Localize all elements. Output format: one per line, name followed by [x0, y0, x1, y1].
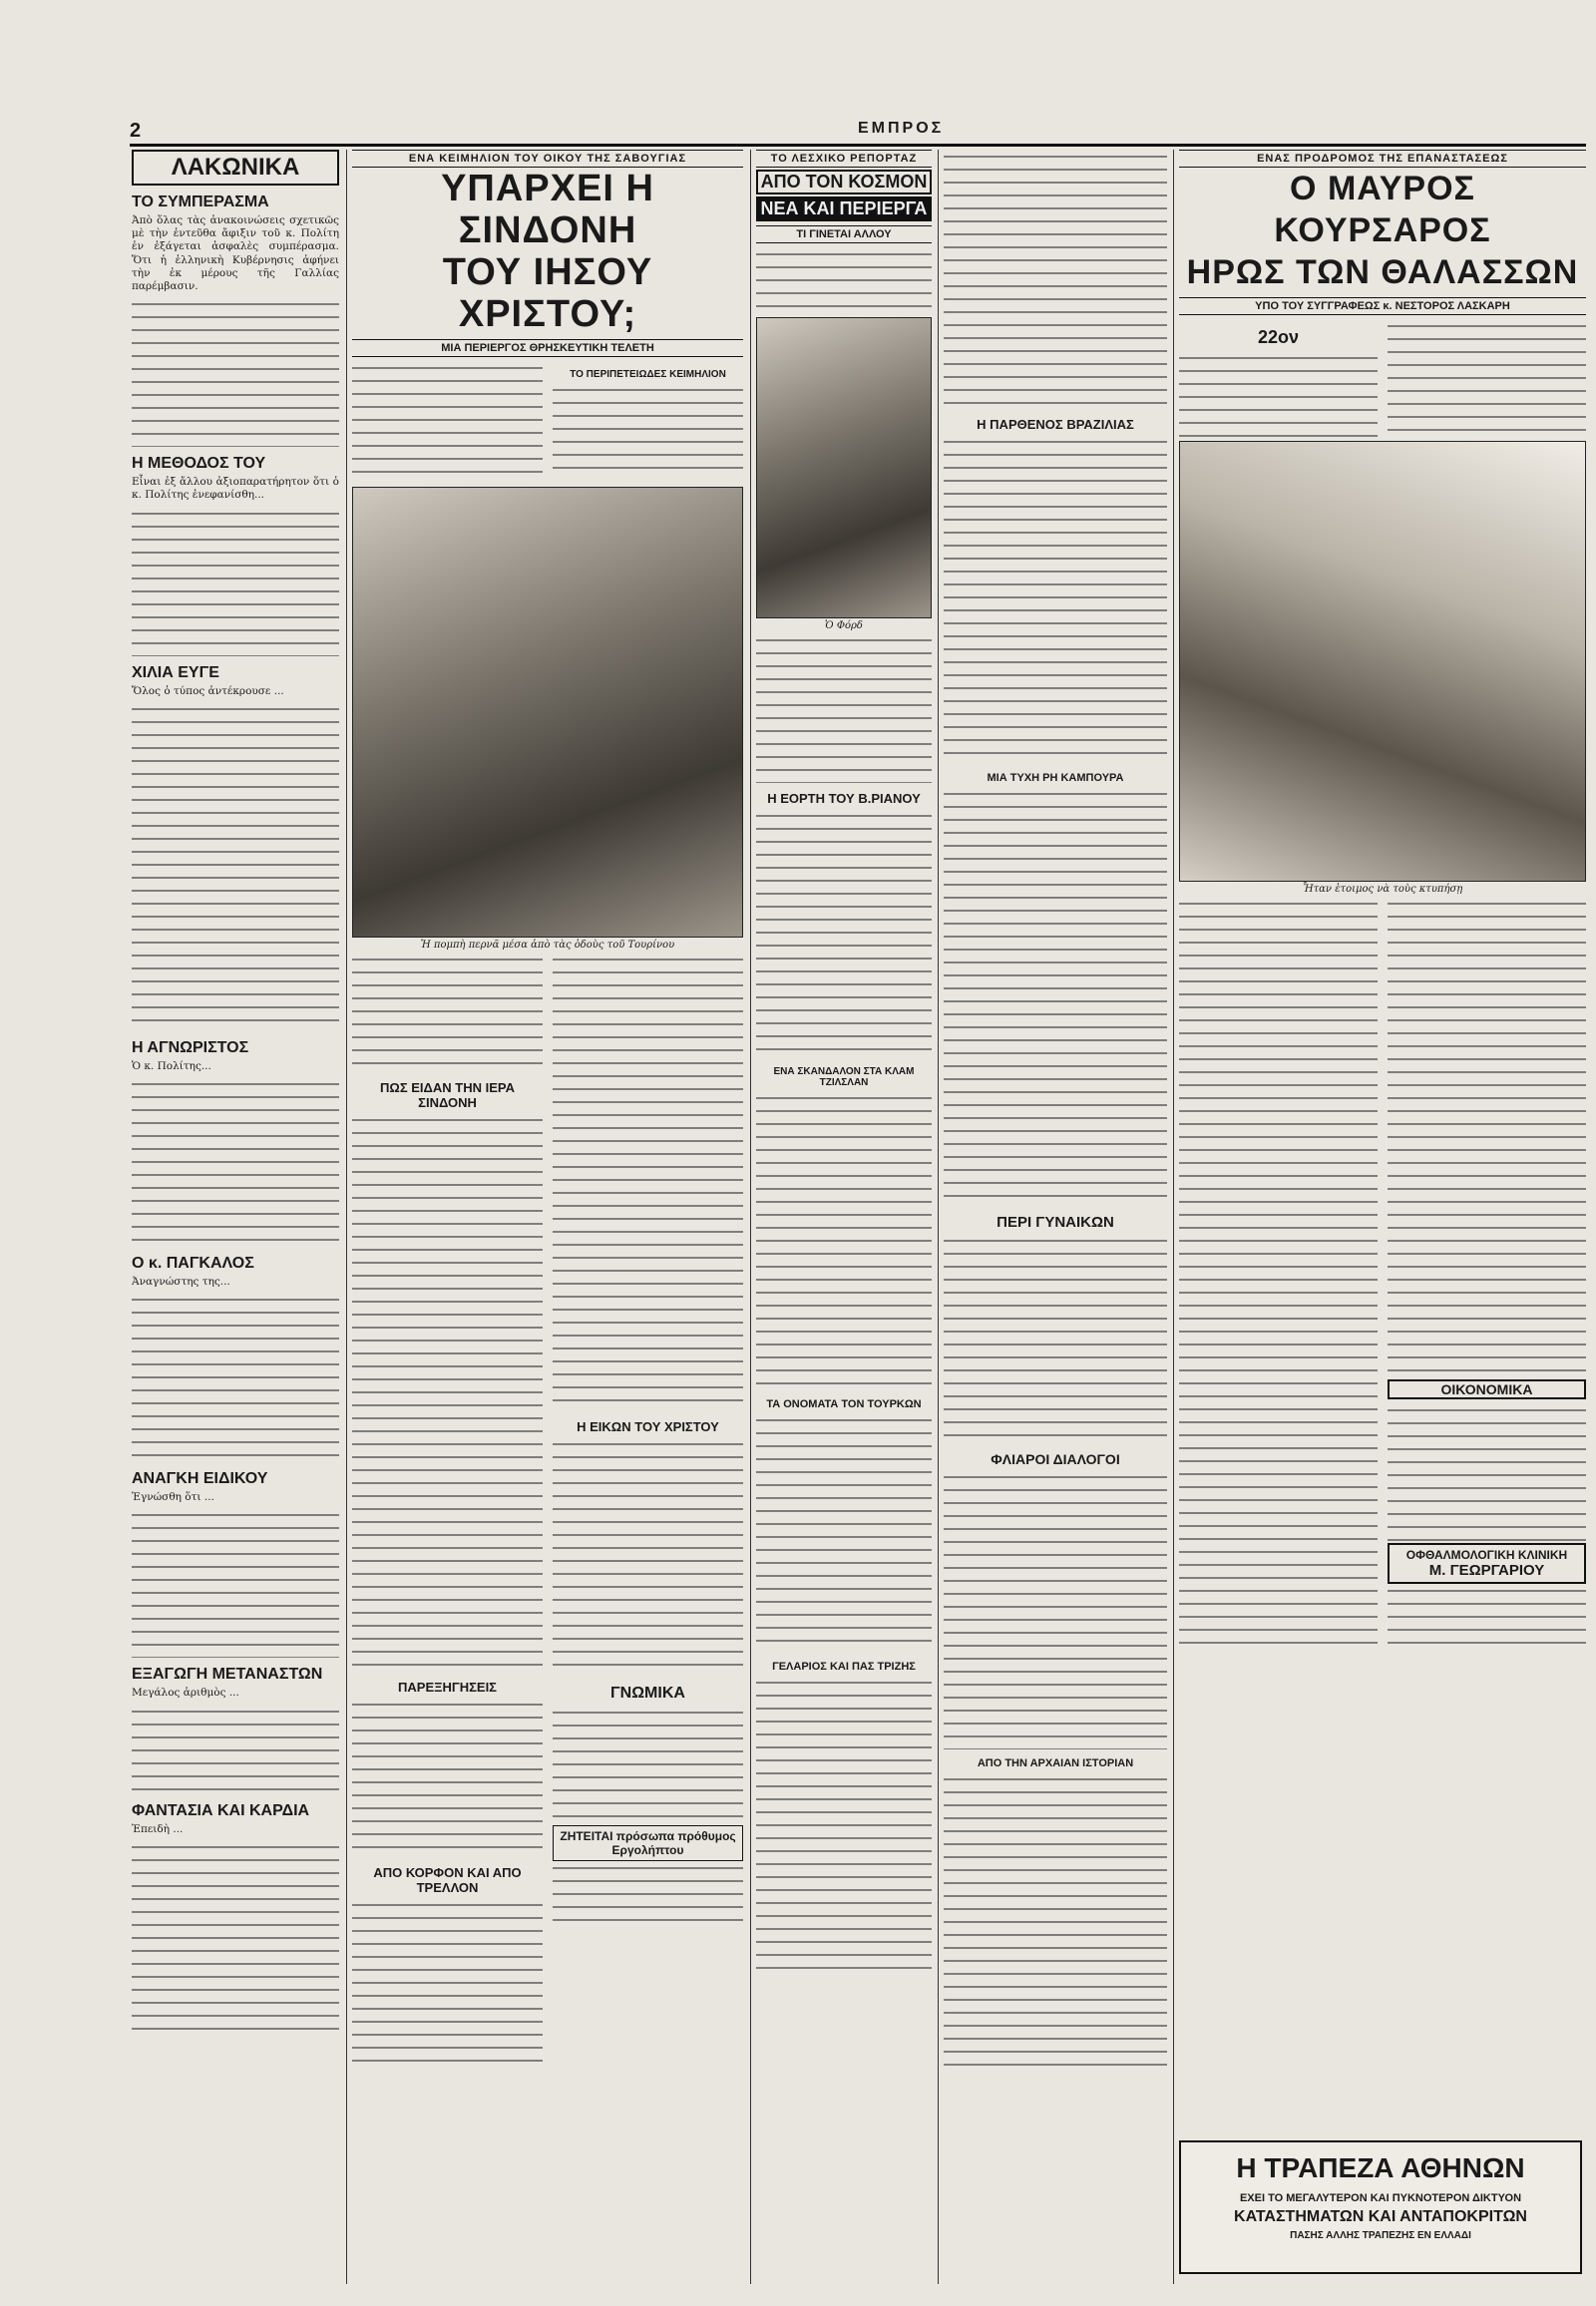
section-title: ΟΙΚΟΝΟΜΙΚΑ — [1388, 1379, 1586, 1399]
column-kosmos — [756, 150, 932, 2284]
subhead: ΠΕΡΙ ΓΥΝΑΙΚΩΝ — [997, 1214, 1114, 1231]
column-rule — [1173, 150, 1174, 2284]
column-rule — [346, 150, 347, 2284]
item-title: Η ΜΕΘΟΔΟΣ ΤΟΥ — [132, 455, 266, 473]
subhead: ΜΙΑ ΤΥΧΗ ΡΗ ΚΑΜΠΟΥΡΑ — [987, 772, 1124, 784]
subhead: ΑΠΟ ΚΟΡΦΟΝ ΚΑΙ ΑΠΟ ΤΡΕΛΛΟΝ — [373, 1865, 522, 1895]
item-text: Ἀπὸ ὅλας τὰς ἀνακοινώσεις σχετικῶς μὲ τὴν ἐντεῦθα ἄφιξιν τοῦ κ. Πολίτη ἐν ἐξάγεται ἀσφαλὲς συμπέρασμα. Ὅτι ἡ ἑλληνικὴ Κυβέρνησις ἀφήνει τὴν ἐκ μέρους τῆς Γαλλίας παρέμβασιν. — [132, 214, 339, 293]
item-text: Ἐπειδὴ ... — [132, 1822, 184, 1835]
article-headline: ΝΕΑ ΚΑΙ ΠΕΡΙΕΡΓΑ — [756, 196, 932, 221]
classified-ad: ΖΗΤΕΙΤΑΙ πρόσωπα πρόθυμος Εργολήπτου — [553, 1825, 743, 1861]
column-misc — [944, 150, 1167, 2284]
item-text: Ὁ κ. Πολίτης... — [132, 1059, 211, 1072]
item-title: ΦΑΝΤΑΣΙΑ ΚΑΙ ΚΑΡΔΙΑ — [132, 1801, 310, 1819]
item-title: ΧΙΛΙΑ ΕΥΓΕ — [132, 663, 219, 681]
article-kicker: ΕΝΑ ΚΕΙΜΗΛΙΟΝ ΤΟΥ ΟΙΚΟΥ ΤΗΣ ΣΑΒΟΥΓΙΑΣ — [352, 150, 743, 168]
column-koursaros — [1179, 150, 1586, 2105]
item-title: ΑΝΑΓΚΗ ΕΙΔΙΚΟΥ — [132, 1470, 268, 1488]
item-text: Μεγάλος ἀριθμὸς ... — [132, 1687, 239, 1700]
section-title: ΛΑΚΩΝΙΚΑ — [132, 150, 339, 186]
column-sindoni — [352, 150, 743, 2284]
chapter-number: 22ον — [1257, 327, 1300, 347]
page-masthead — [130, 120, 1586, 147]
clinic-ad-name: Μ. ΓΕΩΡΓΑΡΙΟΥ — [1428, 1562, 1545, 1579]
article-subhead: ΜΙΑ ΠΕΡΙΕΡΓΟΣ ΘΡΗΣΚΕΥΤΙΚΗ ΤΕΛΕΤΗ — [352, 339, 743, 357]
subhead: ΠΑΡΕΞΗΓΗΣΕΙΣ — [398, 1680, 497, 1695]
item-text: Ἐγνώσθη ὅτι ... — [132, 1491, 214, 1504]
article-headline: Ο ΜΑΥΡΟΣ ΚΟΥΡΣΑΡΟΣ — [1274, 170, 1491, 249]
item-title: ΤΟ ΣΥΜΠΕΡΑΣΜΑ — [132, 193, 269, 210]
item-text: Εἶναι ἐξ ἄλλου ἀξιοπαρατήρητον ὅτι ὁ κ. Πολίτης ἐνεφανίσθη... — [132, 476, 339, 502]
subhead: ΕΝΑ ΣΚΑΝΔΑΛΟΝ ΣΤΑ ΚΛΑΜ ΤΖΙΛΣΛΑΝ — [773, 1066, 915, 1088]
item-text: Ἀναγνώστης της... — [132, 1276, 230, 1289]
article-kicker: ΤΟ ΛΕΣΧΙΚΟ ΡΕΠΟΡΤΑΖ — [756, 150, 932, 168]
column-rule — [938, 150, 939, 2284]
item-text: Ὅλος ὁ τύπος ἀντέκρουσε ... — [132, 684, 284, 697]
article-headline: ΤΟΥ ΙΗΣΟΥ ΧΡΙΣΤΟΥ; — [442, 251, 653, 335]
article-kicker: ΕΝΑΣ ΠΡΟΔΡΟΜΟΣ ΤΗΣ ΕΠΑΝΑΣΤΑΣΕΩΣ — [1179, 150, 1586, 168]
article-subhead: ΤΙ ΓΙΝΕΤΑΙ ΑΛΛΟΥ — [756, 225, 932, 243]
subhead: ΤΑ ΟΝΟΜΑΤΑ ΤΟΝ ΤΟΥΡΚΩΝ — [766, 1398, 922, 1410]
ford-photo — [756, 317, 932, 618]
column-lakonika — [132, 150, 339, 2284]
bank-ad-line: ΚΑΤΑΣΤΗΜΑΤΩΝ ΚΑΙ ΑΝΤΑΠΟΚΡΙΤΩΝ — [1234, 2208, 1527, 2225]
subhead: Η ΠΑΡΘΕΝΟΣ ΒΡΑΖΙΛΙΑΣ — [977, 417, 1134, 432]
photo-caption: Ὁ Φόρδ — [825, 620, 863, 631]
illustration-caption: Ἦταν ἑτοιμος νὰ τοὺς κτυπήσῃ — [1302, 884, 1463, 895]
item-title: Ο κ. ΠΑΓΚΑΛΟΣ — [132, 1255, 254, 1273]
page-number: 2 — [130, 120, 142, 142]
bank-ad-line: ΠΑΣΗΣ ΑΛΛΗΣ ΤΡΑΠΕΖΗΣ ΕΝ ΕΛΛΑΔΙ — [1290, 2230, 1471, 2241]
article-headline: ΥΠΑΡΧΕΙ Η ΣΙΝΔΟΝΗ — [441, 168, 654, 251]
subhead: Η ΕΙΚΩΝ ΤΟΥ ΧΡΙΣΤΟΥ — [577, 1419, 719, 1434]
bank-ad-line: ΕΧΕΙ ΤΟ ΜΕΓΑΛΥΤΕΡΟΝ ΚΑΙ ΠΥΚΝΟΤΕΡΟΝ ΔΙΚΤΥΟΝ — [1239, 2192, 1522, 2204]
illustration — [1179, 441, 1586, 882]
subhead: ΑΠΟ ΤΗΝ ΑΡΧΑΙΑΝ ΙΣΤΟΡΙΑΝ — [977, 1757, 1134, 1769]
subhead: ΦΛΙΑΡΟΙ ΔΙΑΛΟΓΟΙ — [991, 1451, 1120, 1467]
subhead: ΓΝΩΜΙΚΑ — [610, 1685, 685, 1702]
paper-name: ΕΜΠΡΟΣ — [858, 120, 945, 137]
article-byline: ΥΠΟ ΤΟΥ ΣΥΓΓΡΑΦΕΩΣ κ. ΝΕΣΤΟΡΟΣ ΛΑΣΚΑΡΗ — [1179, 297, 1586, 315]
article-headline: ΑΠΟ ΤΟΝ ΚΟΣΜΟΝ — [756, 170, 932, 194]
subhead: Η ΕΟΡΤΗ ΤΟΥ Β.ΡΙΑΝΟΥ — [767, 791, 921, 806]
clinic-ad — [1388, 1543, 1586, 1584]
subhead: ΠΩΣ ΕΙΔΑΝ ΤΗΝ ΙΕΡΑ ΣΙΝΔΟΝΗ — [380, 1080, 515, 1110]
subhead: ΓΕΛΑΡΙΟΣ ΚΑΙ ΠΑΣ ΤΡΙΖΗΣ — [772, 1661, 916, 1673]
clinic-ad-title: ΟΦΘΑΛΜΟΛΟΓΙΚΗ ΚΛΙΝΙΚΗ — [1405, 1548, 1568, 1562]
subhead: ΤΟ ΠΕΡΙΠΕΤΕΙΩΔΕΣ ΚΕΙΜΗΛΙΟΝ — [570, 369, 726, 380]
article-headline: ΗΡΩΣ ΤΩΝ ΘΑΛΑΣΣΩΝ — [1186, 253, 1579, 291]
procession-photo — [352, 487, 743, 938]
item-title: ΕΞΑΓΩΓΗ ΜΕΤΑΝΑΣΤΩΝ — [132, 1666, 323, 1684]
photo-caption: Ἡ πομπὴ περνᾶ μέσα ἀπὸ τὰς ὁδοὺς τοῦ Τουρίνου — [420, 940, 675, 951]
column-rule — [750, 150, 751, 2284]
bank-advertisement — [1179, 2140, 1582, 2274]
item-title: Η ΑΓΝΩΡΙΣΤΟΣ — [132, 1038, 249, 1056]
bank-ad-title: Η ΤΡΑΠΕΖΑ ΑΘΗΝΩΝ — [1236, 2152, 1525, 2183]
